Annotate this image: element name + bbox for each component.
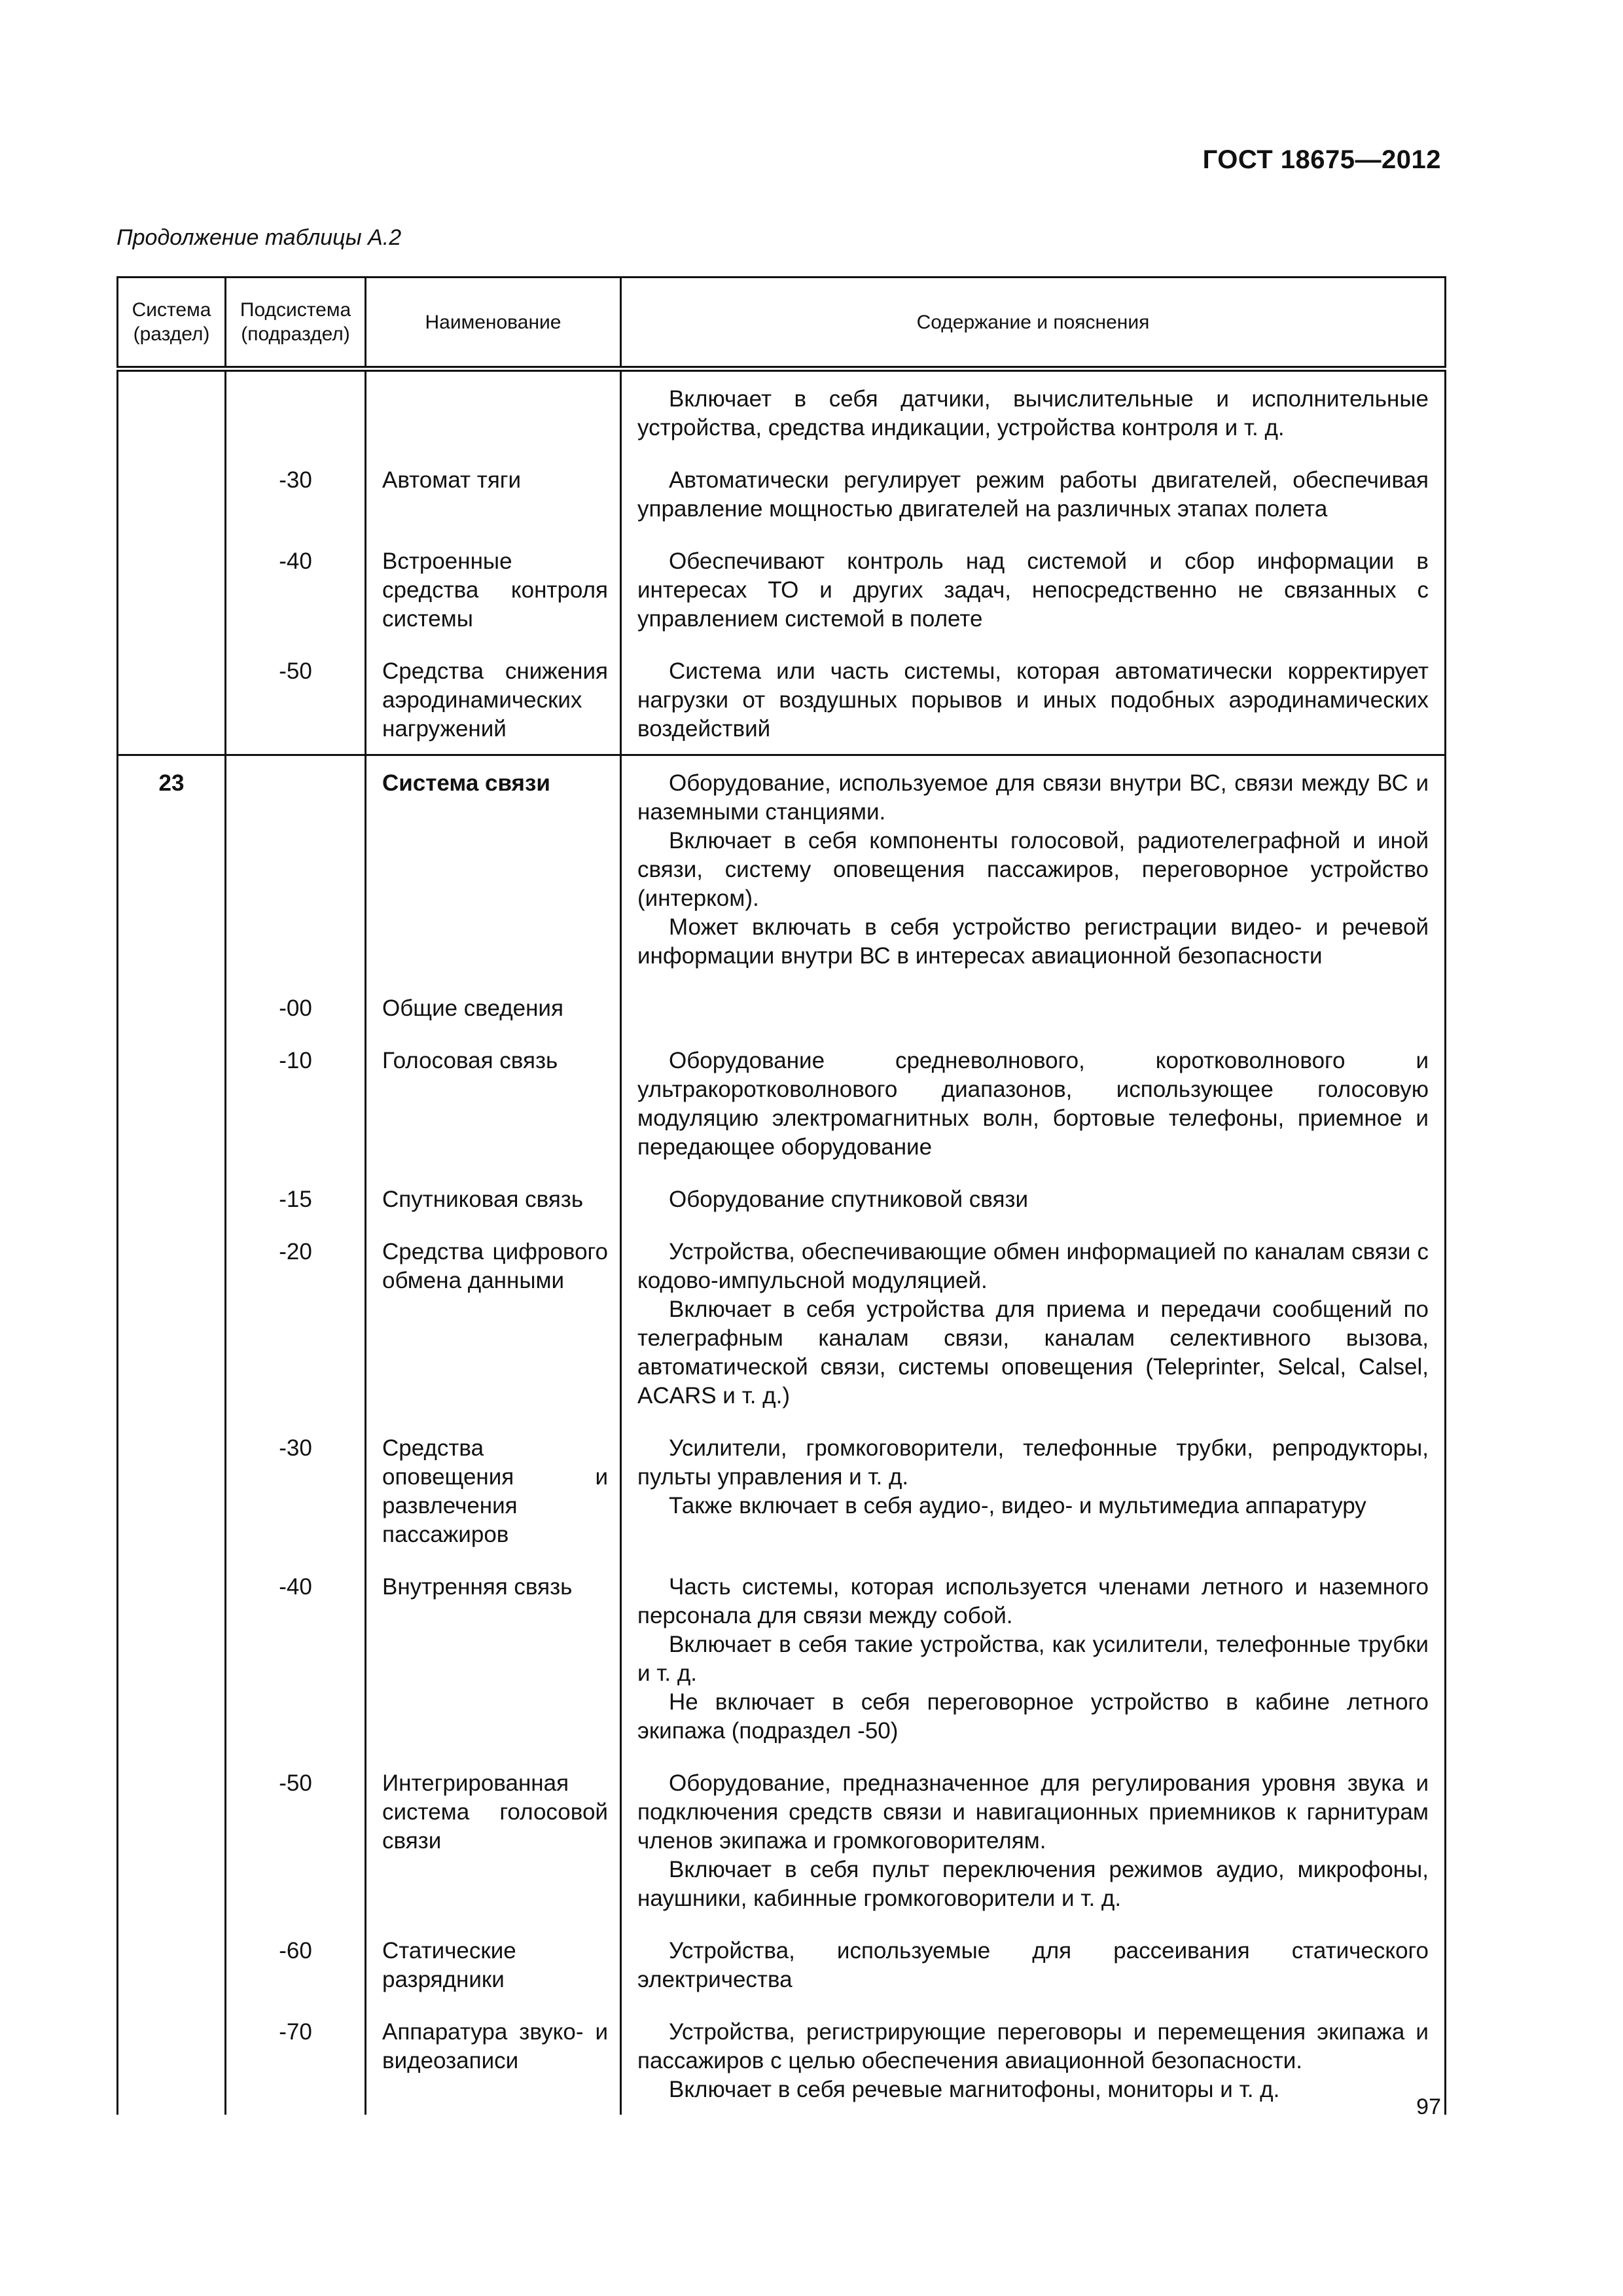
name-cell: Средства цифрового обмена данными	[366, 1225, 621, 1421]
description-cell	[621, 1924, 1446, 2005]
description-paragraph: Устройства, регистрирующие переговоры и перемещения экипажа и пассажиров с целью обеспечения авиационной безопасности.	[637, 2019, 1429, 2073]
table-row	[118, 1172, 1446, 1225]
subsystem-cell: -30	[226, 453, 366, 534]
system-cell: 23	[118, 755, 226, 982]
name-cell: Автомат тяги	[366, 453, 621, 534]
table-row	[118, 1421, 1446, 1560]
subsystem-cell	[226, 755, 366, 982]
description-cell	[621, 1172, 1446, 1225]
table-row	[118, 1033, 1446, 1172]
description-cell	[621, 1033, 1446, 1172]
table-row	[118, 644, 1446, 755]
table-container	[116, 276, 1444, 2102]
name-cell: Голосовая связь	[366, 1033, 621, 1172]
table-row	[118, 981, 1446, 1033]
table-row	[118, 369, 1446, 454]
name-cell: Средства снижения аэродинамических нагружений	[366, 644, 621, 755]
subsystem-cell: -15	[226, 1172, 366, 1225]
table-row	[118, 755, 1446, 982]
system-cell	[118, 1172, 226, 1225]
classification-table	[116, 276, 1446, 2115]
description-cell	[621, 755, 1446, 982]
subsystem-cell: -50	[226, 1756, 366, 1924]
header-system: Система (раздел)	[118, 278, 226, 369]
system-cell	[118, 1924, 226, 2005]
description-paragraph: Оборудование, используемое для связи внутри ВС, связи между ВС и наземными станциями.	[637, 770, 1429, 825]
header-subsystem: Подсистема (подраздел)	[226, 278, 366, 369]
system-cell	[118, 2005, 226, 2115]
page-number: 97	[1416, 2094, 1441, 2119]
table-row	[118, 1924, 1446, 2005]
subsystem-cell: -20	[226, 1225, 366, 1421]
subsystem-cell: -30	[226, 1421, 366, 1560]
name-cell: Аппаратура звуко- и видеозаписи	[366, 2005, 621, 2115]
description-cell	[621, 644, 1446, 755]
description-paragraph: Может включать в себя устройство регистрации видео- и речевой информации внутри ВС в интересах авиационной безопасности	[637, 914, 1429, 969]
description-cell	[621, 2005, 1446, 2115]
system-cell	[118, 1560, 226, 1756]
description-paragraph: Система или часть системы, которая автоматически корректирует нагрузки от воздушных порывов и иных подобных аэродинамических воздействий	[637, 658, 1429, 742]
description-cell	[621, 534, 1446, 644]
name-cell: Общие сведения	[366, 981, 621, 1033]
subsystem-cell: -60	[226, 1924, 366, 2005]
name-cell: Интегрированная система голосовой связи	[366, 1756, 621, 1924]
description-paragraph: Устройства, обеспечивающие обмен информацией по каналам связи с кодово-импульсной модуляцией.	[637, 1239, 1429, 1293]
system-cell	[118, 1225, 226, 1421]
name-cell: Внутренняя связь	[366, 1560, 621, 1756]
table-row	[118, 1225, 1446, 1421]
system-cell	[118, 1756, 226, 1924]
description-paragraph: Оборудование, предназначенное для регулирования уровня звука и подключения средств связи и навигационных приемников к гарнитурам членов экипажа и громкоговорителям.	[637, 1770, 1429, 1854]
table-body	[118, 369, 1446, 2115]
table-row	[118, 453, 1446, 534]
subsystem-cell: -00	[226, 981, 366, 1033]
system-cell	[118, 453, 226, 534]
description-paragraph: Не включает в себя переговорное устройство в кабине летного экипажа (подраздел -50)	[637, 1689, 1429, 1744]
description-paragraph: Оборудование спутниковой связи	[669, 1187, 1028, 1212]
description-paragraph: Обеспечивают контроль над системой и сбор информации в интересах ТО и других задач, непосредственно не связанных с управлением системой в полете	[637, 548, 1429, 632]
description-paragraph: Усилители, громкоговорители, телефонные трубки, репродукторы, пульты управления и т. д.	[637, 1435, 1429, 1490]
table-row	[118, 1756, 1446, 1924]
name-cell: Средства оповещения и развлечения пассажиров	[366, 1421, 621, 1560]
table-row	[118, 1560, 1446, 1756]
description-paragraph: Включает в себя устройства для приема и передачи сообщений по телеграфным каналам связи, каналам селективного вызова, автоматической связи, системы оповещения (Teleprinter, Selcal, Calsel, ACARS и т. д.)	[637, 1297, 1429, 1408]
description-paragraph: Часть системы, которая используется членами летного и наземного персонала для связи между собой.	[637, 1574, 1429, 1628]
description-cell	[621, 453, 1446, 534]
name-cell: Встроенные средства контроля системы	[366, 534, 621, 644]
name-cell: Статические разрядники	[366, 1924, 621, 2005]
description-cell	[621, 1225, 1446, 1421]
description-paragraph: Устройства, используемые для рассеивания статического электричества	[637, 1938, 1429, 1992]
subsystem-cell: -40	[226, 1560, 366, 1756]
description-paragraph: Оборудование средневолнового, коротковолнового и ультракоротковолнового диапазонов, использующее голосовую модуляцию электромагнитных волн, бортовые телефоны, приемное и передающее оборудование	[637, 1048, 1429, 1160]
system-cell	[118, 369, 226, 454]
description-cell	[621, 981, 1446, 1033]
system-cell	[118, 981, 226, 1033]
description-paragraph: Включает в себя пульт переключения режимов аудио, микрофоны, наушники, кабинные громкоговорители и т. д.	[637, 1857, 1429, 1911]
table-caption: Продолжение таблицы А.2	[116, 225, 402, 250]
subsystem-cell: -50	[226, 644, 366, 755]
system-cell	[118, 534, 226, 644]
description-cell	[621, 1421, 1446, 1560]
description-paragraph: Включает в себя такие устройства, как усилители, телефонные трубки и т. д.	[637, 1632, 1429, 1686]
description-paragraph: Включает в себя компоненты голосовой, радиотелеграфной и иной связи, систему оповещения пассажиров, переговорное устройство (интерком).	[637, 828, 1429, 911]
header-name: Наименование	[366, 278, 621, 369]
name-cell: Система связи	[366, 755, 621, 982]
header-description: Содержание и пояснения	[621, 278, 1446, 369]
description-paragraph: Включает в себя речевые магнитофоны, мониторы и т. д.	[669, 2077, 1280, 2102]
subsystem-cell: -40	[226, 534, 366, 644]
system-cell	[118, 644, 226, 755]
description-cell	[621, 1560, 1446, 1756]
subsystem-cell: -70	[226, 2005, 366, 2115]
document-code: ГОСТ 18675—2012	[1202, 145, 1441, 174]
subsystem-cell	[226, 369, 366, 454]
description-paragraph: Также включает в себя аудио-, видео- и мультимедиа аппаратуру	[669, 1493, 1366, 1518]
name-cell: Спутниковая связь	[366, 1172, 621, 1225]
table-row	[118, 534, 1446, 644]
table-header-row	[118, 278, 1446, 369]
description-cell	[621, 369, 1446, 454]
description-cell	[621, 1756, 1446, 1924]
name-cell	[366, 369, 621, 454]
system-cell	[118, 1033, 226, 1172]
table-row	[118, 2005, 1446, 2115]
subsystem-cell: -10	[226, 1033, 366, 1172]
system-cell	[118, 1421, 226, 1560]
description-paragraph: Автоматически регулирует режим работы двигателей, обеспечивая управление мощностью двигателей на различных этапах полета	[637, 467, 1429, 522]
description-paragraph: Включает в себя датчики, вычислительные и исполнительные устройства, средства индикации, устройства контроля и т. д.	[637, 386, 1429, 440]
